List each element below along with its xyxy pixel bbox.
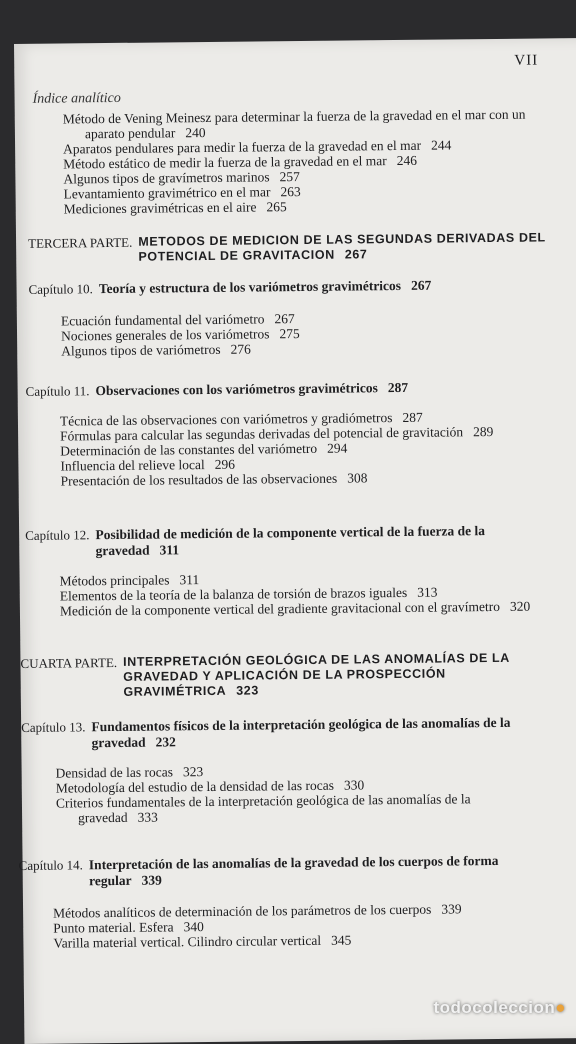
toc-group-marine bbox=[63, 106, 544, 216]
toc-entry: Algunos tipos de variómetros 276 bbox=[61, 341, 251, 359]
chapter-heading: Capítulo 10. Teoría y estructura de los variómetros gravimétricos 267 bbox=[28, 277, 432, 297]
chapter-12 bbox=[25, 522, 550, 618]
part-label: TERCERA PARTE. bbox=[28, 234, 133, 251]
toc-entry: Fórmulas para calcular las segundas derivadas del potencial de gravitación 289 bbox=[60, 424, 494, 444]
part-heading-4 bbox=[20, 650, 560, 701]
toc-entry: Presentación de los resultados de las observaciones 308 bbox=[60, 470, 368, 489]
chapter-heading: Capítulo 13. Fundamentos físicos de la interpretación geológica de las anomalías de la gravedad 232 bbox=[21, 714, 511, 751]
chapter-13 bbox=[21, 714, 552, 826]
toc-entry: Densidad de las rocas 323 bbox=[55, 764, 204, 781]
toc-entry: Influencia del relieve local 296 bbox=[60, 456, 236, 474]
toc-entry: Levantamiento gravimétrico en el mar 263 bbox=[63, 184, 301, 202]
toc-entry: Punto material. Esfera 340 bbox=[53, 919, 204, 936]
section-title: Índice analítico bbox=[32, 90, 121, 107]
chapter-14 bbox=[19, 852, 554, 951]
toc-entry: Metodología del estudio de la densidad de las rocas 330 bbox=[55, 777, 365, 796]
part-title: INTERPRETACIÓN GEOLÓGICA DE LAS ANOMALÍAS DE LA GRAVEDAD Y APLICACIÓN DE LA PROSPECCIÓN GRAVIMÉTRICA 323 bbox=[123, 650, 510, 699]
toc-entry: Método estático de medir la fuerza de la gravedad en el mar 246 bbox=[63, 152, 418, 172]
chapter-heading: Capítulo 14. Interpretación de las anomalías de la gravedad de los cuerpos de forma regular 339 bbox=[18, 852, 499, 889]
toc-entry: Nociones generales de los variómetros 275 bbox=[60, 326, 300, 344]
toc-entry: Varilla material vertical. Cilindro circular vertical 345 bbox=[53, 932, 352, 951]
toc-entry: Elementos de la teoría de la balanza de torsión de brazos iguales 313 bbox=[59, 584, 438, 604]
toc-entry: Medición de la componente vertical del gradiente gravitacional con el gravímetro 320 bbox=[59, 598, 531, 619]
chapter-heading: Capítulo 11. Observaciones con los variómetros gravimétricos 287 bbox=[25, 379, 409, 399]
toc-entry: Algunos tipos de gravímetros marinos 257 bbox=[63, 169, 300, 187]
part-label: CUARTA PARTE. bbox=[20, 654, 118, 671]
book-page bbox=[14, 38, 576, 1044]
toc-entry: Método de Vening Meinesz para determinar la fuerza de la gravedad en el mar con un aparato pendular 240 bbox=[62, 106, 526, 142]
toc-entry: Mediciones gravimétricas en el aire 265 bbox=[63, 199, 287, 217]
page-number: VII bbox=[514, 52, 539, 69]
toc-entry: Métodos analíticos de determinación de los parámetros de los cuerpos 339 bbox=[53, 901, 462, 921]
chapter-heading: Capítulo 12. Posibilidad de medición de la componente vertical de la fuerza de la gravedad 311 bbox=[25, 523, 486, 559]
toc-entry: Métodos principales 311 bbox=[59, 572, 200, 589]
chapter-10 bbox=[28, 276, 549, 358]
toc-entry: Determinación de las constantes del variómetro 294 bbox=[60, 440, 348, 459]
part-heading-3 bbox=[28, 230, 548, 265]
part-title: METODOS DE MEDICION DE LAS SEGUNDAS DERIVADAS DEL POTENCIAL DE GRAVITACION 267 bbox=[138, 230, 546, 264]
chapter-11 bbox=[26, 378, 547, 488]
toc-entry: Ecuación fundamental del variómetro 267 bbox=[60, 311, 295, 329]
toc-entry: Aparatos pendulares para medir la fuerza de la gravedad en el mar 244 bbox=[63, 137, 452, 157]
table-of-contents bbox=[14, 38, 576, 1044]
watermark-logo: todocoleccion● bbox=[433, 998, 566, 1017]
toc-entry: Técnica de las observaciones con variómetros y gradiómetros 287 bbox=[59, 409, 423, 429]
toc-entry: Criterios fundamentales de la interpretación geológica de las anomalías de la gravedad 333 bbox=[55, 791, 471, 826]
